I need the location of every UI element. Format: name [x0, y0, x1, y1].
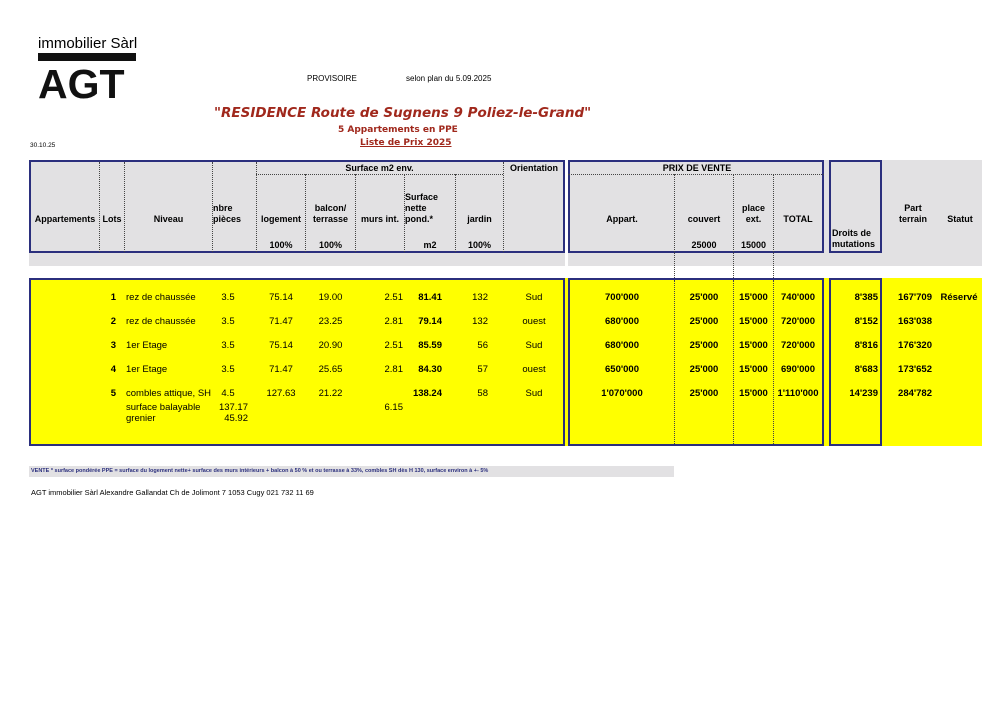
- pct-jardin: 100%: [467, 240, 492, 250]
- row-2-total: 720'000: [781, 316, 815, 327]
- row-2-logement: 71.47: [269, 316, 293, 327]
- row-4-lot: 4: [110, 364, 116, 375]
- row-2-droits: 8'152: [854, 316, 878, 327]
- pct-balcon: 100%: [318, 240, 343, 250]
- row-3-total: 720'000: [781, 340, 815, 351]
- unit-pond: m2: [423, 240, 437, 250]
- col-separator: [355, 174, 356, 252]
- logo-text: AGT: [38, 61, 125, 99]
- row-3-pieces: 3.5: [221, 340, 235, 351]
- row-2-pieces: 3.5: [221, 316, 235, 327]
- row-5-appart: 1'070'000: [601, 388, 643, 399]
- row-3-appart: 680'000: [605, 340, 639, 351]
- row-4-total: 690'000: [781, 364, 815, 375]
- plan-date: selon plan du 5.09.2025: [406, 74, 492, 83]
- row-3-droits: 8'816: [854, 340, 878, 351]
- row-3-couvert: 25'000: [689, 340, 719, 351]
- row-3-terrain: 176'320: [898, 340, 932, 351]
- row-3-murs: 2.51: [384, 340, 403, 351]
- row-1-terrain: 167'709: [898, 292, 932, 303]
- row-1-appart: 700'000: [605, 292, 639, 303]
- row-5-orientation: Sud: [525, 388, 543, 399]
- row-4-place: 15'000: [739, 364, 768, 375]
- row-5-total: 1'110'000: [777, 388, 819, 399]
- balayable-label: surface balayable: [126, 402, 201, 413]
- col-separator: [256, 162, 257, 252]
- col-droits: Droits de mutations: [832, 228, 876, 249]
- row-1-murs: 2.51: [384, 292, 403, 303]
- col-lots: Lots: [102, 214, 122, 224]
- row-1-couvert: 25'000: [689, 292, 719, 303]
- row-3-balcon: 20.90: [318, 340, 343, 351]
- col-logement: logement: [260, 214, 301, 224]
- row-1-droits: 8'385: [854, 292, 878, 303]
- pct-logement: 100%: [269, 240, 293, 250]
- row-2-pond: 79.14: [418, 316, 442, 327]
- row-4-niveau: 1er Etage: [126, 364, 168, 375]
- row-1-balcon: 19.00: [318, 292, 343, 303]
- data-frame-surfaces: [29, 278, 565, 446]
- row-1-orientation: Sud: [525, 292, 543, 303]
- footnote: VENTE * surface pondérée PPE = surface du logement nette+ surface des murs intérieurs + balcon à 50 % et ou terrasse à 33%, combles SH dès H 130, surface environ à +- 5%: [31, 468, 489, 474]
- col-murs: murs int.: [360, 214, 399, 224]
- spacer-band-left: [29, 253, 565, 266]
- row-3-pond: 85.59: [418, 340, 442, 351]
- company-name: immobilier Sàrl: [38, 35, 138, 52]
- row-3-lot: 3: [110, 340, 116, 351]
- grenier-value: 45.92: [224, 413, 248, 424]
- row-5-niveau: combles attique, SH: [126, 388, 212, 399]
- row-5-jardin: 58: [477, 388, 488, 399]
- price-list-title: Liste de Prix 2025: [360, 138, 452, 148]
- row-5-place: 15'000: [739, 388, 768, 399]
- row-4-balcon: 25.65: [318, 364, 343, 375]
- row-1-logement: 75.14: [269, 292, 293, 303]
- balayable-value: 137.17: [218, 402, 248, 413]
- col-place-ext: place ext.: [741, 203, 765, 224]
- row-5-droits: 14'239: [849, 388, 878, 399]
- col-surface-pond: Surface nette pond.*: [405, 192, 439, 224]
- row-1-statut: Réservé: [940, 292, 978, 303]
- row-5-couvert: 25'000: [689, 388, 719, 399]
- row-1-pond: 81.41: [418, 292, 442, 303]
- row-4-terrain: 173'652: [898, 364, 932, 375]
- col-separator: [773, 174, 774, 278]
- col-appart: Appart.: [606, 214, 638, 224]
- row-4-couvert: 25'000: [689, 364, 719, 375]
- col-separator: [503, 162, 504, 252]
- col-jardin: jardin: [467, 214, 492, 224]
- col-separator: [99, 162, 100, 252]
- row-5-logement: 127.63: [266, 388, 296, 399]
- row-4-droits: 8'683: [854, 364, 878, 375]
- row-4-appart: 650'000: [605, 364, 639, 375]
- col-separator: [733, 174, 734, 278]
- grenier-label: grenier: [126, 413, 156, 424]
- row-separator: [568, 174, 824, 175]
- row-1-total: 740'000: [781, 292, 815, 303]
- col-part-terrain: Part terrain: [898, 203, 927, 224]
- col-statut: Statut: [947, 214, 973, 224]
- row-3-orientation: Sud: [525, 340, 543, 351]
- row-4-pieces: 3.5: [221, 364, 235, 375]
- row-2-balcon: 23.25: [318, 316, 343, 327]
- row-1-place: 15'000: [739, 292, 768, 303]
- row-1-jardin: 132: [472, 292, 488, 303]
- murs-extra-value: 6.15: [384, 402, 403, 413]
- row-2-place: 15'000: [739, 316, 768, 327]
- provisoire-label: PROVISOIRE: [307, 74, 357, 83]
- row-3-niveau: 1er Etage: [126, 340, 168, 351]
- row-2-murs: 2.81: [384, 316, 403, 327]
- col-niveau: Niveau: [153, 214, 184, 224]
- col-separator: [773, 280, 774, 444]
- couvert-price: 25000: [691, 240, 717, 250]
- row-4-orientation: ouest: [522, 364, 546, 375]
- row-2-orientation: ouest: [522, 316, 546, 327]
- document-subtitle: 5 Appartements en PPE: [338, 125, 458, 135]
- col-total: TOTAL: [783, 214, 813, 224]
- spacer-band-right: [568, 253, 982, 266]
- row-4-murs: 2.81: [384, 364, 403, 375]
- data-frame-prix: [568, 278, 824, 446]
- row-5-pieces: 4.5: [221, 388, 235, 399]
- row-separator: [256, 174, 503, 175]
- row-2-couvert: 25'000: [689, 316, 719, 327]
- row-3-place: 15'000: [739, 340, 768, 351]
- logo-graphic: [38, 53, 136, 99]
- agt-logo: [38, 53, 136, 99]
- row-5-lot: 5: [110, 388, 116, 399]
- footer-address: AGT immobilier Sàrl Alexandre Gallandat Ch de Jolimont 7 1053 Cugy 021 732 11 69: [31, 488, 314, 497]
- row-1-lot: 1: [110, 292, 116, 303]
- row-2-terrain: 163'038: [898, 316, 932, 327]
- col-separator: [674, 280, 675, 444]
- col-nbre-pieces: nbre pièces: [213, 203, 242, 224]
- row-5-balcon: 21.22: [318, 388, 343, 399]
- col-balcon: balcon/ terrasse: [312, 203, 349, 224]
- data-frame-droits: [829, 278, 882, 446]
- place-price: 15000: [740, 240, 767, 250]
- row-1-pieces: 3.5: [221, 292, 235, 303]
- col-separator: [674, 174, 675, 278]
- document-date: 30.10.25: [30, 142, 56, 149]
- row-4-jardin: 57: [477, 364, 488, 375]
- col-orientation: Orientation: [509, 163, 558, 173]
- row-4-logement: 71.47: [269, 364, 293, 375]
- col-group-surface: Surface m2 env.: [345, 163, 414, 173]
- row-3-jardin: 56: [477, 340, 488, 351]
- col-couvert: couvert: [687, 214, 721, 224]
- row-2-lot: 2: [110, 316, 116, 327]
- col-separator: [124, 162, 125, 252]
- row-2-jardin: 132: [472, 316, 488, 327]
- row-5-terrain: 284'782: [898, 388, 932, 399]
- col-group-prix: PRIX DE VENTE: [662, 163, 732, 173]
- row-2-niveau: rez de chaussée: [126, 316, 196, 327]
- row-1-niveau: rez de chaussée: [126, 292, 196, 303]
- col-appartements: Appartements: [34, 214, 96, 224]
- document-title: "RESIDENCE Route de Sugnens 9 Poliez-le-Grand": [214, 105, 592, 121]
- row-2-appart: 680'000: [605, 316, 639, 327]
- row-3-logement: 75.14: [269, 340, 293, 351]
- row-5-pond: 138.24: [412, 388, 442, 399]
- col-separator: [733, 280, 734, 444]
- row-4-pond: 84.30: [418, 364, 442, 375]
